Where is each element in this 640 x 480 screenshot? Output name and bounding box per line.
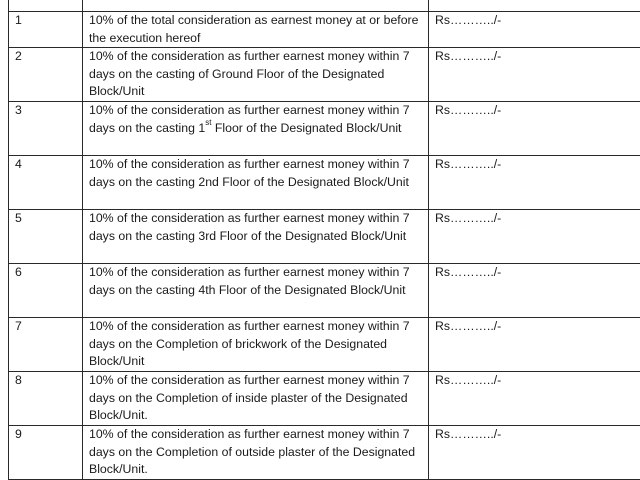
table-row bbox=[9, 318, 640, 372]
installment-number: 8 bbox=[9, 372, 83, 426]
ordinal-suffix: st bbox=[205, 118, 212, 128]
table-row bbox=[9, 156, 640, 210]
installment-number: 9 bbox=[9, 426, 83, 480]
installment-description: 10% of the consideration as further earnest money within 7 days on the casting 4th Floor of the Designated Block/Unit bbox=[83, 264, 429, 318]
installment-amount: Rs………../- bbox=[429, 12, 640, 48]
installment-description: 10% of the consideration as further earnest money within 7 days on the Completion of outside plaster of the Designated Block/Unit. bbox=[83, 426, 429, 480]
description-text: Floor of the Designated Block/Unit bbox=[211, 120, 402, 135]
installment-number: 6 bbox=[9, 264, 83, 318]
table-row bbox=[9, 12, 640, 48]
installment-number: 1 bbox=[9, 12, 83, 48]
installment-description: 10% of the consideration as further earnest money within 7 days on the Completion of brickwork of the Designated Block/Unit bbox=[83, 318, 429, 372]
payment-schedule-table bbox=[8, 0, 640, 480]
installment-description: 10% of the consideration as further earnest money within 7 days on the casting of Ground Floor of the Designated Block/Unit bbox=[83, 48, 429, 102]
installment-description bbox=[83, 102, 429, 156]
installment-description: 10% of the consideration as further earnest money within 7 days on the Completion of inside plaster of the Designated Block/Unit. bbox=[83, 372, 429, 426]
installment-amount: Rs………../- bbox=[429, 156, 640, 210]
installment-number: 5 bbox=[9, 210, 83, 264]
installment-amount: Rs………../- bbox=[429, 48, 640, 102]
installment-number: 7 bbox=[9, 318, 83, 372]
installment-description: 10% of the consideration as further earnest money within 7 days on the casting 3rd Floor of the Designated Block/Unit bbox=[83, 210, 429, 264]
table-row bbox=[9, 102, 640, 156]
installment-amount: Rs………../- bbox=[429, 318, 640, 372]
installment-amount: Rs………../- bbox=[429, 102, 640, 156]
installment-number: 2 bbox=[9, 48, 83, 102]
description-text: 10% of the consideration as further earnest money within 7 days on the casting 1 bbox=[89, 103, 410, 135]
installment-number: 4 bbox=[9, 156, 83, 210]
installment-number: 3 bbox=[9, 102, 83, 156]
table-row bbox=[9, 264, 640, 318]
installment-amount: Rs………../- bbox=[429, 372, 640, 426]
table-row bbox=[9, 426, 640, 480]
table-cell bbox=[83, 0, 429, 12]
table-cell bbox=[9, 0, 83, 12]
table-cell bbox=[429, 0, 640, 12]
installment-amount: Rs………../- bbox=[429, 426, 640, 480]
table-row bbox=[9, 210, 640, 264]
table-row bbox=[9, 372, 640, 426]
installment-amount: Rs………../- bbox=[429, 264, 640, 318]
installment-amount: Rs………../- bbox=[429, 210, 640, 264]
table-row-header-remnant bbox=[9, 0, 640, 12]
table-row bbox=[9, 48, 640, 102]
installment-description: 10% of the consideration as further earnest money within 7 days on the casting 2nd Floor of the Designated Block/Unit bbox=[83, 156, 429, 210]
installment-description: 10% of the total consideration as earnest money at or before the execution hereof bbox=[83, 12, 429, 48]
